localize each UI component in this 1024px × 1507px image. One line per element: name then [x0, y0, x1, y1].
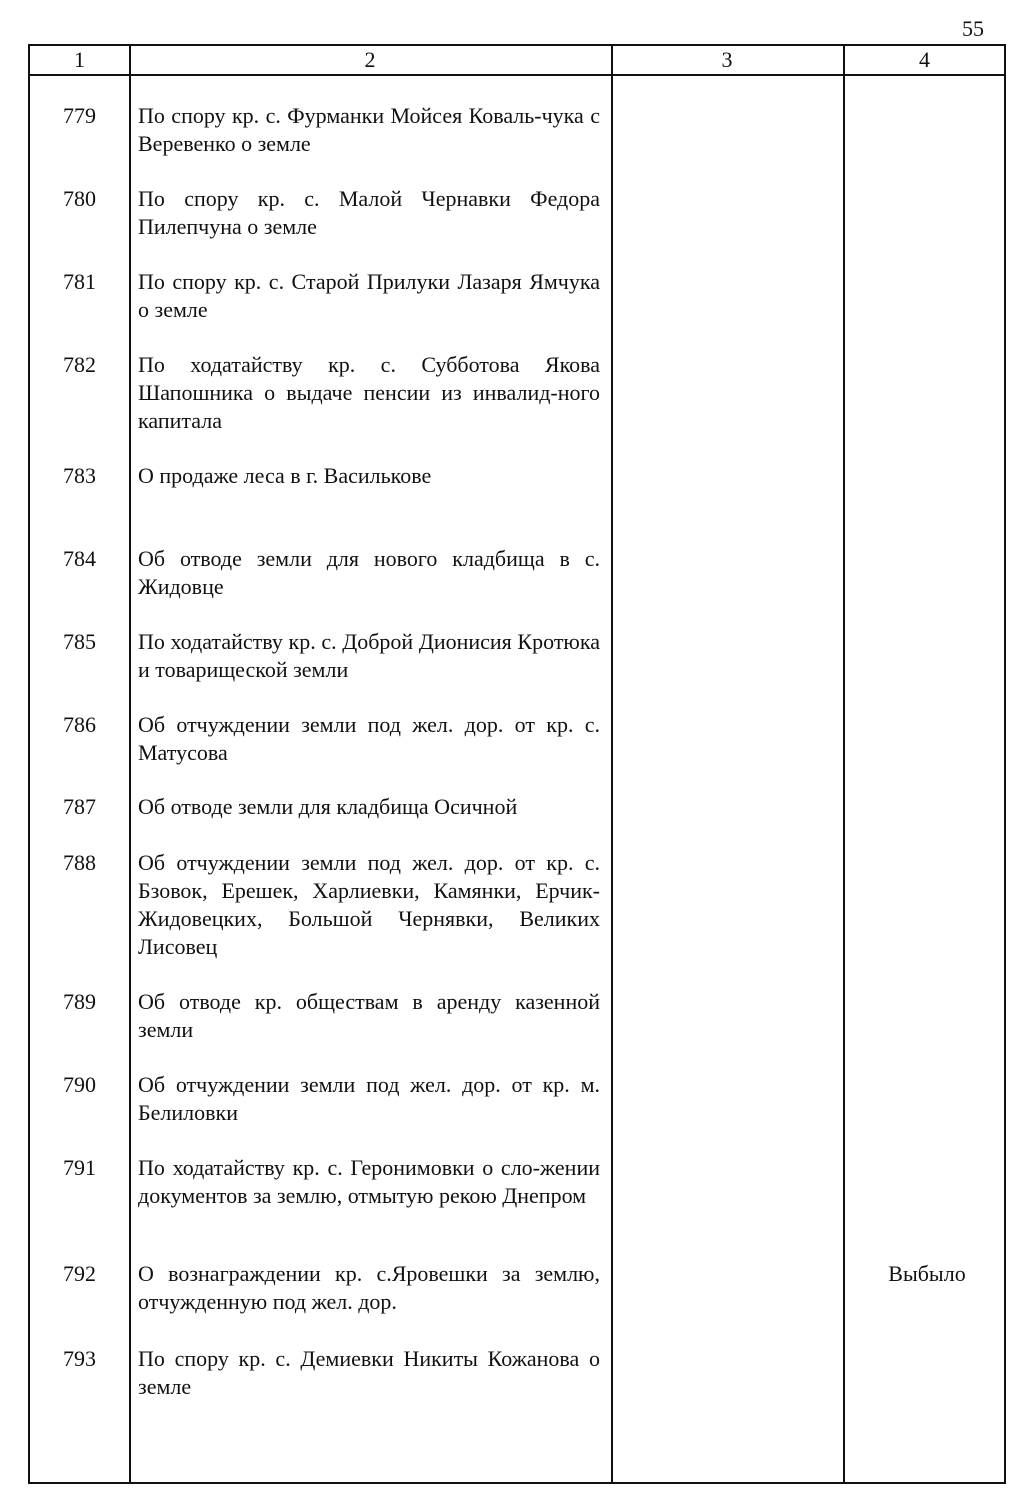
row-description: По спору кр. с. Фурманки Мойсея Коваль-чука с Веревенко о земле: [138, 103, 600, 156]
row-description: Об отчуждении земли под жел. дор. от кр. м. Белиловки: [138, 1072, 600, 1125]
column-divider-2: [611, 46, 613, 1482]
row-description: По спору кр. с. Демиевки Никиты Кожанова о земле: [138, 1346, 600, 1399]
row-description: О вознаграждении кр. с.Яровешки за землю, отчужденную под жел. дор.: [138, 1261, 600, 1314]
row-description: По ходатайству кр. с. Субботова Якова Шапошника о выдаче пенсии из инвалид-ного капитала: [138, 352, 600, 433]
row-number: 779: [63, 103, 96, 128]
header-col-4: 4: [919, 47, 930, 72]
row-note: Выбыло: [888, 1261, 966, 1286]
row-number: 787: [63, 794, 96, 819]
column-divider-1: [129, 46, 131, 1482]
column-divider-3: [843, 46, 845, 1482]
row-description: Об отчуждении земли под жел. дор. от кр. с. Матусова: [138, 712, 600, 765]
row-description: Об отводе земли для кладбища Осичной: [138, 794, 518, 819]
row-number: 791: [63, 1155, 96, 1180]
row-number: 790: [63, 1072, 96, 1097]
row-number: 783: [63, 463, 96, 488]
row-number: 780: [63, 186, 96, 211]
table-header: [30, 46, 1004, 76]
row-description: Об отчуждении земли под жел. дор. от кр. с. Бзовок, Ерешек, Харлиевки, Камянки, Ерчик-Жидовецких, Большой Чернявки, Великих Лисовец: [138, 850, 600, 959]
header-col-1: 1: [74, 47, 85, 72]
row-description: По ходатайству кр. с. Доброй Дионисия Кротюка и товарищеской земли: [138, 629, 600, 682]
register-table: [28, 44, 1006, 1484]
row-number: 789: [63, 989, 96, 1014]
row-description: По спору кр. с. Старой Прилуки Лазаря Ямчука о земле: [138, 269, 600, 322]
header-col-2: 2: [364, 47, 376, 72]
row-number: 788: [63, 850, 96, 875]
row-description: По ходатайству кр. с. Геронимовки о сло-жении документов за землю, отмытую рекою Днепром: [138, 1155, 600, 1208]
header-col-3: 3: [721, 47, 733, 72]
page-number: 55: [962, 16, 984, 41]
row-number: 784: [63, 546, 96, 571]
row-number: 781: [63, 269, 96, 294]
row-description: О продаже леса в г. Василькове: [138, 463, 432, 488]
row-description: Об отводе кр. обществам в аренду казенной земли: [138, 989, 600, 1042]
row-description: Об отводе земли для нового кладбища в с. Жидовце: [138, 546, 600, 599]
row-number: 785: [63, 629, 96, 654]
row-number: 786: [63, 712, 96, 737]
row-description: По спору кр. с. Малой Чернавки Федора Пилепчуна о земле: [138, 186, 600, 239]
row-number: 782: [63, 352, 96, 377]
row-number: 792: [63, 1261, 96, 1286]
row-number: 793: [63, 1346, 96, 1371]
